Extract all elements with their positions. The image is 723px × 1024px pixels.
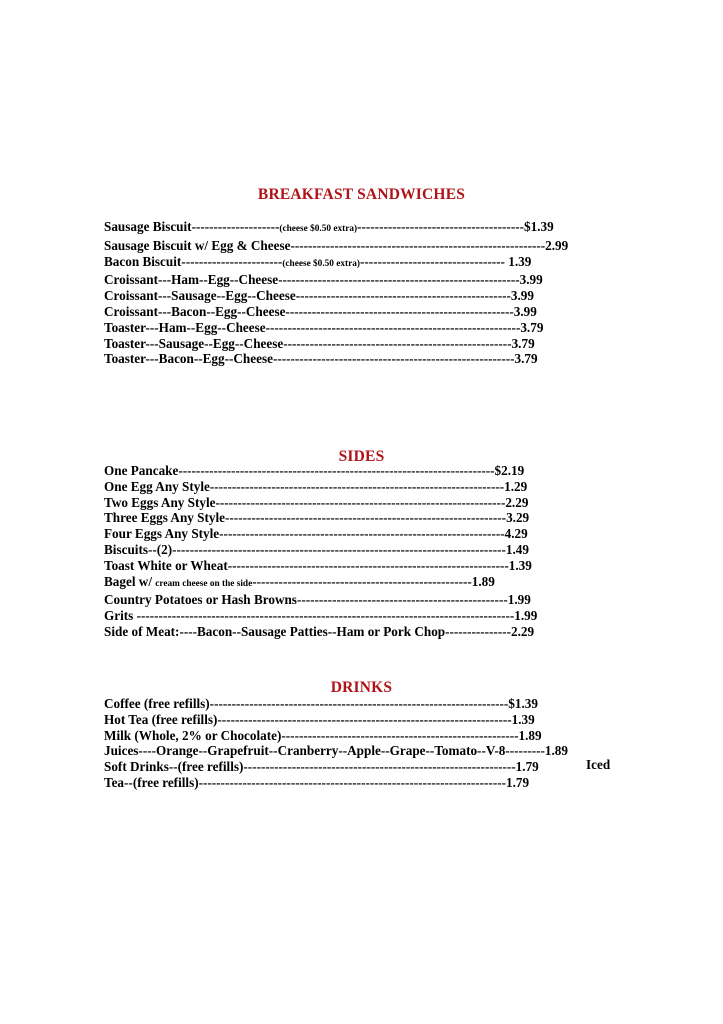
menu-item: [104, 238, 570, 254]
menu-item-text: Toaster---Ham--Egg--Cheese----------------------------------------------------------3.79: [104, 319, 544, 335]
menu-item: [104, 542, 570, 558]
menu-item-text: Croissant---Bacon--Egg--Cheese----------------------------------------------------3.99: [104, 303, 537, 319]
menu-list-breakfast-sandwiches: [104, 219, 570, 367]
menu-item-text: Tea--(free refills)----------------------------------------------------------------------1.79: [104, 774, 530, 790]
menu-item: [104, 712, 570, 728]
menu-item-text: Croissant---Sausage--Egg--Cheese-------------------------------------------------3.99: [104, 288, 534, 304]
menu-item: [104, 526, 570, 542]
menu-item-note: cream cheese on the side: [155, 578, 253, 589]
menu-item-text: Croissant---Ham--Egg--Cheese-------------------------------------------------------3.99: [104, 272, 543, 288]
menu-item-tail: --------------------------------- 1.39: [360, 253, 532, 269]
menu-item: [104, 510, 570, 526]
menu-item: [104, 608, 570, 624]
menu-item-text: Hot Tea (free refills)-------------------------------------------------------------------1.39: [104, 711, 535, 727]
menu-list-sides: [104, 463, 570, 640]
menu-item: [104, 696, 570, 712]
menu-item: [104, 351, 570, 367]
menu-item-text: Three Eggs Any Style----------------------------------------------------------------3.29: [104, 510, 530, 526]
stray-text-iced: Iced: [586, 757, 611, 772]
menu-item: [104, 624, 570, 640]
menu-item: [104, 759, 570, 775]
menu-item: [104, 743, 570, 759]
menu-item-text: Two Eggs Any Style------------------------------------------------------------------2.29: [104, 494, 529, 510]
menu-item-text: Coffee (free refills)--------------------------------------------------------------------$1.39: [104, 696, 538, 711]
menu-item-text: Sausage Biscuit--------------------: [104, 219, 280, 234]
menu-item-text: Bagel w/: [104, 573, 156, 589]
menu-item: [104, 272, 570, 288]
menu-item: [104, 304, 570, 320]
section-heading-sides: SIDES: [338, 448, 385, 465]
menu-item-text: Toast White or Wheat----------------------------------------------------------------1.39: [104, 557, 532, 573]
menu-item-text: Toaster---Sausage--Egg--Cheese----------------------------------------------------3.79: [104, 335, 535, 351]
menu-list-drinks: [104, 696, 570, 791]
section-heading-drinks: DRINKS: [330, 679, 393, 696]
menu-item-tail: --------------------------------------------------1.89: [252, 573, 495, 589]
menu-item: [104, 463, 570, 479]
menu-item: [104, 495, 570, 511]
menu-item: [104, 592, 570, 608]
menu-item-note: (cheese $0.50 extra): [279, 224, 358, 234]
menu-item: [104, 558, 570, 574]
menu-item-text: Soft Drinks--(free refills)--------------------------------------------------------------1.79: [104, 759, 539, 775]
menu-item-tail: --------------------------------------$1.39: [357, 219, 554, 234]
menu-item-text: Country Potatoes or Hash Browns------------------------------------------------1.99: [104, 592, 531, 608]
menu-item-text: Four Eggs Any Style-----------------------------------------------------------------4.29: [104, 526, 528, 542]
menu-item-text: Juices----Orange--Grapefruit--Cranberry--Apple--Grape--Tomato--V-8---------1.89: [104, 743, 568, 759]
menu-item-text: One Pancake------------------------------------------------------------------------$2.19: [104, 463, 525, 478]
menu-item: [104, 775, 570, 791]
menu-item: [104, 574, 570, 593]
menu-item: [104, 479, 570, 495]
menu-item-note: (cheese $0.50 extra): [282, 258, 361, 269]
menu-item-text: Bacon Biscuit-----------------------: [104, 253, 283, 269]
menu-item-text: Toaster---Bacon--Egg--Cheese-------------------------------------------------------3.79: [104, 351, 538, 367]
menu-item-text: Grits --------------------------------------------------------------------------------------1.99: [104, 608, 538, 624]
menu-item: [104, 728, 570, 744]
menu-item-text: Milk (Whole, 2% or Chocolate)------------------------------------------------------1.89: [104, 727, 542, 743]
menu-item: [104, 254, 570, 273]
menu-item-text: Sausage Biscuit w/ Egg & Cheese----------------------------------------------------------2.99: [104, 237, 569, 253]
menu-item-text: Side of Meat:----Bacon--Sausage Patties--Ham or Pork Chop---------------2.29: [104, 623, 535, 639]
menu-item-text: One Egg Any Style-------------------------------------------------------------------1.29: [104, 478, 528, 494]
menu-item: [104, 320, 570, 336]
menu-item: [104, 288, 570, 304]
menu-item: [104, 336, 570, 352]
section-heading-breakfast-sandwiches: BREAKFAST SANDWICHES: [257, 186, 466, 203]
menu-item-text: Biscuits--(2)----------------------------------------------------------------------------1.49: [104, 541, 529, 557]
menu-item: [104, 219, 570, 238]
